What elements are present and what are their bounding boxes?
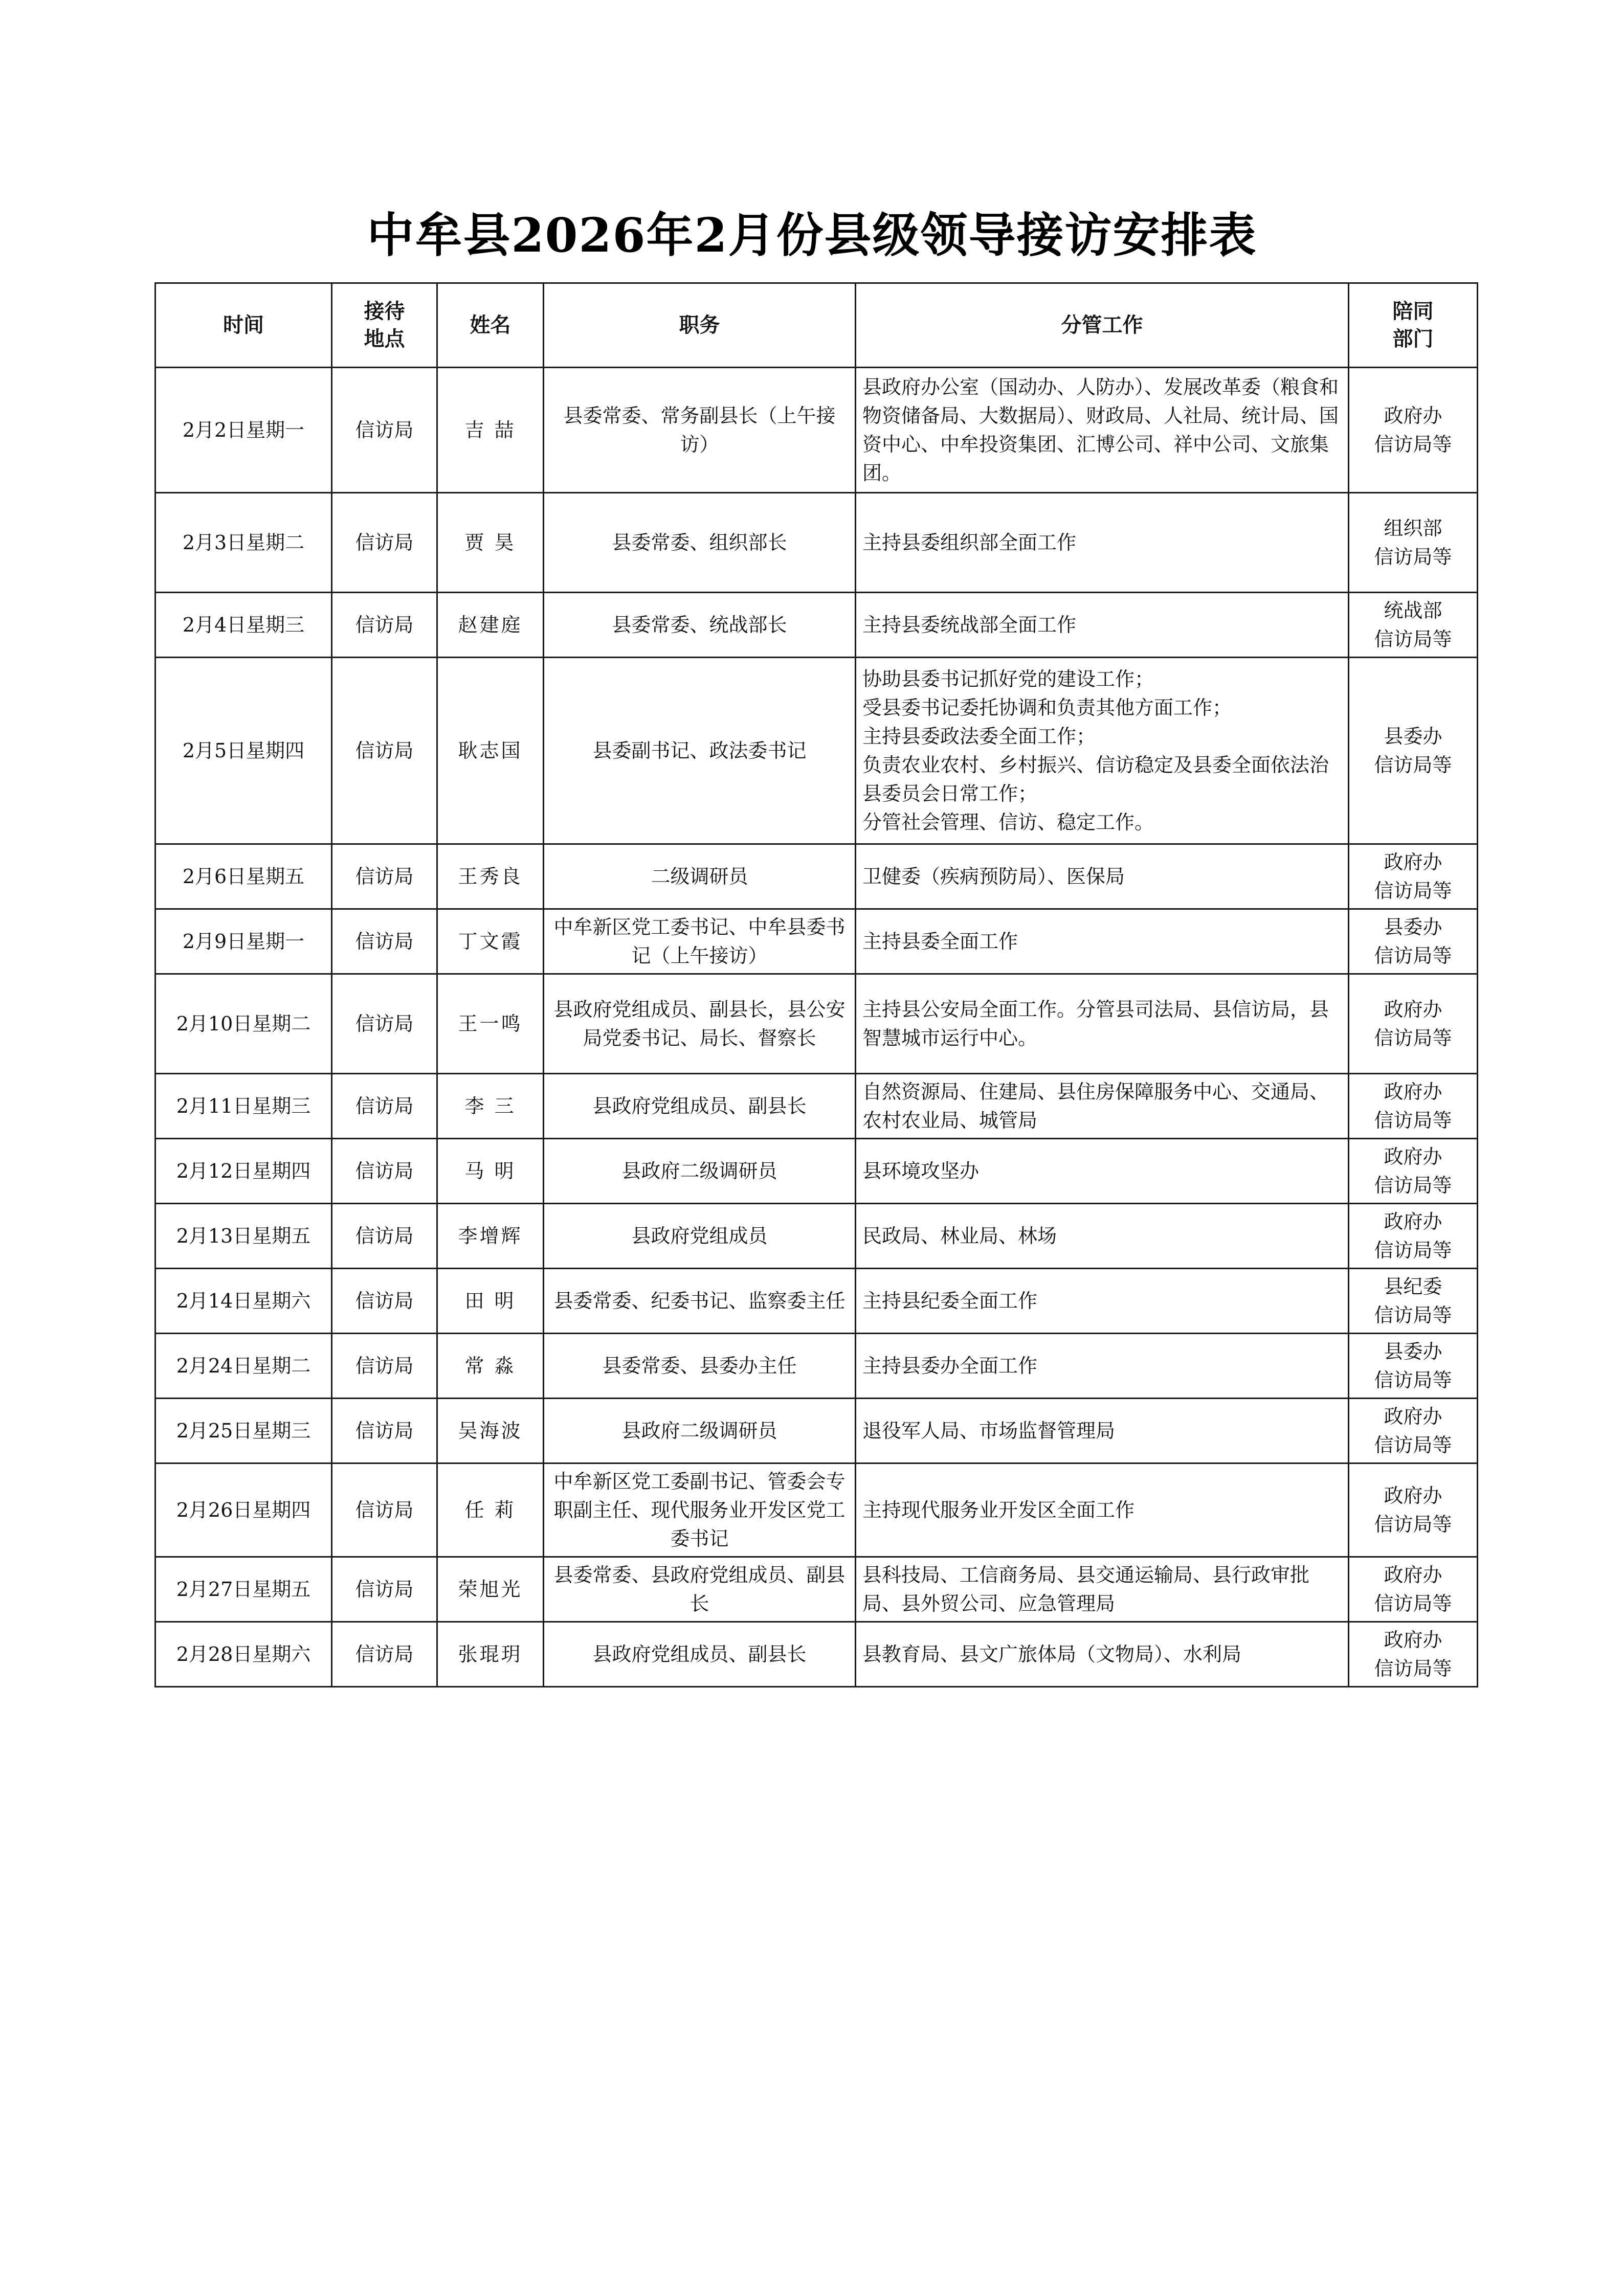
cell-location: 信访局 (332, 493, 437, 593)
cell-location: 信访局 (332, 1139, 437, 1204)
cell-duties: 退役军人局、市场监督管理局 (856, 1399, 1349, 1464)
cell-position: 县委常委、县委办主任 (544, 1334, 856, 1399)
table-row (155, 658, 1478, 844)
cell-name: 张琨玥 (437, 1622, 544, 1687)
cell-duties: 县科技局、工信商务局、县交通运输局、县行政审批局、县外贸公司、应急管理局 (856, 1557, 1349, 1622)
cell-name: 吴海波 (437, 1399, 544, 1464)
cell-accompany: 政府办 信访局等 (1349, 974, 1478, 1074)
cell-accompany: 政府办 信访局等 (1349, 1139, 1478, 1204)
table-row (155, 1074, 1478, 1139)
cell-location: 信访局 (332, 1269, 437, 1334)
cell-name: 荣旭光 (437, 1557, 544, 1622)
cell-position: 县委常委、县政府党组成员、副县长 (544, 1557, 856, 1622)
table-row (155, 1622, 1478, 1687)
cell-location: 信访局 (332, 1622, 437, 1687)
header-position: 职务 (544, 283, 856, 368)
cell-name: 吉 喆 (437, 368, 544, 493)
cell-accompany: 县委办 信访局等 (1349, 1334, 1478, 1399)
cell-duties: 主持县委全面工作 (856, 909, 1349, 974)
header-name: 姓名 (437, 283, 544, 368)
cell-accompany: 组织部 信访局等 (1349, 493, 1478, 593)
cell-name: 丁文霞 (437, 909, 544, 974)
cell-location: 信访局 (332, 593, 437, 658)
cell-name: 李增辉 (437, 1204, 544, 1269)
cell-location: 信访局 (332, 1557, 437, 1622)
cell-location: 信访局 (332, 1204, 437, 1269)
cell-location: 信访局 (332, 1074, 437, 1139)
cell-name: 王秀良 (437, 844, 544, 909)
cell-time: 2月28日星期六 (155, 1622, 332, 1687)
cell-position: 县委副书记、政法委书记 (544, 658, 856, 844)
cell-location: 信访局 (332, 909, 437, 974)
header-accompany: 陪同 部门 (1349, 283, 1478, 368)
cell-name: 田 明 (437, 1269, 544, 1334)
cell-duties: 主持县委组织部全面工作 (856, 493, 1349, 593)
cell-duties: 主持县纪委全面工作 (856, 1269, 1349, 1334)
cell-position: 县政府党组成员、副县长 (544, 1622, 856, 1687)
header-time: 时间 (155, 283, 332, 368)
cell-time: 2月10日星期二 (155, 974, 332, 1074)
cell-duties: 主持县委统战部全面工作 (856, 593, 1349, 658)
cell-accompany: 政府办 信访局等 (1349, 1464, 1478, 1557)
cell-name: 李 三 (437, 1074, 544, 1139)
cell-position: 县政府党组成员、副县长 (544, 1074, 856, 1139)
cell-duties: 卫健委（疾病预防局）、医保局 (856, 844, 1349, 909)
cell-position: 县政府二级调研员 (544, 1139, 856, 1204)
cell-accompany: 政府办 信访局等 (1349, 1204, 1478, 1269)
cell-accompany: 县委办 信访局等 (1349, 658, 1478, 844)
cell-time: 2月25日星期三 (155, 1399, 332, 1464)
schedule-table (154, 282, 1478, 1687)
cell-position: 县委常委、组织部长 (544, 493, 856, 593)
cell-time: 2月26日星期四 (155, 1464, 332, 1557)
cell-name: 王一鸣 (437, 974, 544, 1074)
cell-time: 2月5日星期四 (155, 658, 332, 844)
cell-name: 马 明 (437, 1139, 544, 1204)
cell-time: 2月13日星期五 (155, 1204, 332, 1269)
header-location: 接待 地点 (332, 283, 437, 368)
cell-location: 信访局 (332, 1399, 437, 1464)
cell-time: 2月2日星期一 (155, 368, 332, 493)
cell-accompany: 县纪委 信访局等 (1349, 1269, 1478, 1334)
cell-time: 2月14日星期六 (155, 1269, 332, 1334)
cell-location: 信访局 (332, 1334, 437, 1399)
cell-location: 信访局 (332, 844, 437, 909)
cell-duties: 县政府办公室（国动办、人防办）、发展改革委（粮食和物资储备局、大数据局）、财政局、人社局、统计局、国资中心、中牟投资集团、汇博公司、祥中公司、文旅集团。 (856, 368, 1349, 493)
cell-location: 信访局 (332, 1464, 437, 1557)
cell-position: 县委常委、常务副县长（上午接访） (544, 368, 856, 493)
cell-location: 信访局 (332, 368, 437, 493)
table-row (155, 1464, 1478, 1557)
table-row (155, 1204, 1478, 1269)
cell-duties: 县环境攻坚办 (856, 1139, 1349, 1204)
cell-position: 县政府党组成员、副县长，县公安局党委书记、局长、督察长 (544, 974, 856, 1074)
table-row (155, 844, 1478, 909)
cell-time: 2月3日星期二 (155, 493, 332, 593)
cell-duties: 主持县委办全面工作 (856, 1334, 1349, 1399)
cell-duties: 协助县委书记抓好党的建设工作； 受县委书记委托协调和负责其他方面工作； 主持县委政法委全面工作； 负责农业农村、乡村振兴、信访稳定及县委全面依法治县委员会日常工作； 分管社会管理、信访、稳定工作。 (856, 658, 1349, 844)
cell-accompany: 政府办 信访局等 (1349, 1074, 1478, 1139)
cell-position: 二级调研员 (544, 844, 856, 909)
cell-location: 信访局 (332, 658, 437, 844)
cell-time: 2月9日星期一 (155, 909, 332, 974)
cell-accompany: 政府办 信访局等 (1349, 1622, 1478, 1687)
cell-position: 县政府党组成员 (544, 1204, 856, 1269)
table-row (155, 368, 1478, 493)
header-duties: 分管工作 (856, 283, 1349, 368)
cell-duties: 主持县公安局全面工作。分管县司法局、县信访局，县智慧城市运行中心。 (856, 974, 1349, 1074)
table-row (155, 1139, 1478, 1204)
cell-name: 赵建庭 (437, 593, 544, 658)
table-row (155, 974, 1478, 1074)
cell-accompany: 政府办 信访局等 (1349, 1399, 1478, 1464)
cell-location: 信访局 (332, 974, 437, 1074)
cell-accompany: 政府办 信访局等 (1349, 844, 1478, 909)
cell-accompany: 县委办 信访局等 (1349, 909, 1478, 974)
table-row (155, 1399, 1478, 1464)
cell-duties: 县教育局、县文广旅体局（文物局）、水利局 (856, 1622, 1349, 1687)
cell-time: 2月12日星期四 (155, 1139, 332, 1204)
cell-name: 任 莉 (437, 1464, 544, 1557)
cell-position: 县政府二级调研员 (544, 1399, 856, 1464)
cell-time: 2月24日星期二 (155, 1334, 332, 1399)
cell-name: 耿志国 (437, 658, 544, 844)
cell-name: 常 淼 (437, 1334, 544, 1399)
table-row (155, 493, 1478, 593)
cell-accompany: 政府办 信访局等 (1349, 1557, 1478, 1622)
cell-time: 2月6日星期五 (155, 844, 332, 909)
cell-accompany: 统战部 信访局等 (1349, 593, 1478, 658)
cell-accompany: 政府办 信访局等 (1349, 368, 1478, 493)
cell-name: 贾 昊 (437, 493, 544, 593)
table-row (155, 593, 1478, 658)
cell-position: 中牟新区党工委副书记、管委会专职副主任、现代服务业开发区党工委书记 (544, 1464, 856, 1557)
cell-duties: 主持现代服务业开发区全面工作 (856, 1464, 1349, 1557)
header-row (155, 283, 1478, 368)
cell-position: 县委常委、纪委书记、监察委主任 (544, 1269, 856, 1334)
page-title: 中牟县2026年2月份县级领导接访安排表 (367, 208, 1257, 263)
cell-time: 2月27日星期五 (155, 1557, 332, 1622)
cell-duties: 民政局、林业局、林场 (856, 1204, 1349, 1269)
cell-position: 县委常委、统战部长 (544, 593, 856, 658)
table-row (155, 1334, 1478, 1399)
cell-time: 2月11日星期三 (155, 1074, 332, 1139)
table-row (155, 909, 1478, 974)
table-row (155, 1269, 1478, 1334)
cell-time: 2月4日星期三 (155, 593, 332, 658)
cell-position: 中牟新区党工委书记、中牟县委书记（上午接访） (544, 909, 856, 974)
cell-duties: 自然资源局、住建局、县住房保障服务中心、交通局、农村农业局、城管局 (856, 1074, 1349, 1139)
table-row (155, 1557, 1478, 1622)
